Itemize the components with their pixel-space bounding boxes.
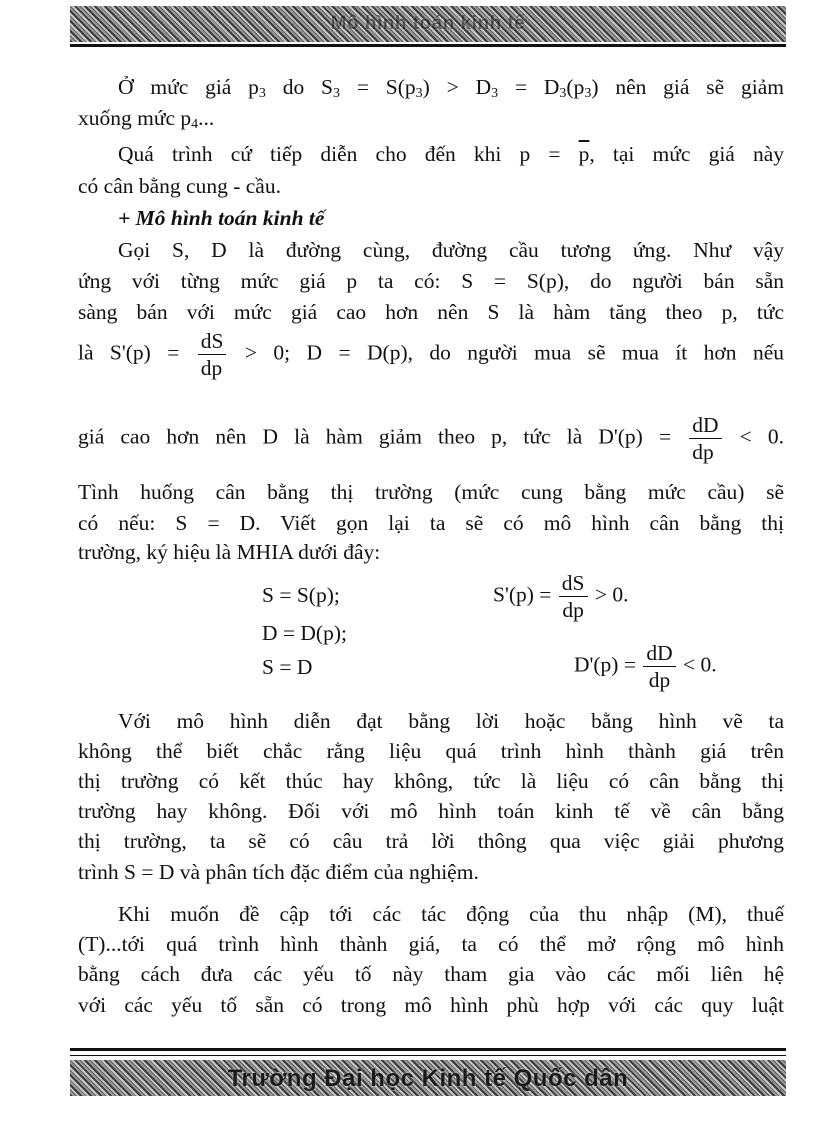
para5-line4: với các yếu tố sẵn có trong mô hình phù hợp với các quy luật xyxy=(78,993,784,1017)
para1-line1: Ở mức giá $p_3$ do $S_3 = S(p_3) > D_3 = D_3(p_3)$ nên giá sẽ giảm xyxy=(118,75,784,101)
para3-line1: Gọi S, D là đường cùng, đường cầu tương ứng. Như vậy xyxy=(118,238,784,262)
para4-line6: trình S = D và phân tích đặc điểm của nghiệm. xyxy=(78,860,479,884)
header-rule xyxy=(70,44,786,47)
para5-line1: Khi muốn đề cập tới các tác động của thu nhập (M), thuế xyxy=(118,902,784,926)
para4-line4: trường hay không. Đối với mô hình toán kinh tế về cân bằng xyxy=(78,799,784,823)
para1-line2: xuống mức $p_4$... xyxy=(78,106,215,132)
footer-rule-thin xyxy=(70,1055,786,1056)
para3-line5: giá cao hơn nên D là hàm giảm theo p, tức là D'(p) = $\frac{dD}{dp}$ < 0. xyxy=(78,413,784,464)
para3-line6: Tình huống cân bằng thị trường (mức cung bằng mức cầu) sẽ xyxy=(78,480,784,504)
para4-line5: thị trường, ta sẽ có câu trả lời thông qua việc giải phương xyxy=(78,829,784,853)
para3-line4: là S'(p) = $\frac{dS}{dp}$ > 0; D = D(p), do người mua sẽ mua ít hơn nếu xyxy=(78,329,784,380)
para5-line2: (T)...tới quá trình hình thành giá, ta có thể mở rộng mô hình xyxy=(78,932,784,956)
footer-rule xyxy=(70,1048,786,1051)
header-band xyxy=(70,6,786,42)
running-title: Mô hình toán kinh tế xyxy=(330,13,526,34)
model-cond-supply: S'(p) = $\frac{dS}{dp}$ > 0. xyxy=(493,571,629,622)
para2-line2: có cân bằng cung - cầu. xyxy=(78,174,281,198)
fraction-dD-dp: $\frac{dD}{dp}$ xyxy=(689,412,721,465)
model-eq-demand: D = D(p); xyxy=(262,621,347,645)
para5-line3: bằng cách đưa các yếu tố này tham gia vào các mối liên hệ xyxy=(78,962,784,986)
model-eq-supply: S = S(p); xyxy=(262,583,340,607)
fraction-dS-dp: $\frac{dS}{dp}$ xyxy=(198,328,227,381)
footer-band xyxy=(70,1060,786,1096)
para4-line2: không thể biết chắc rằng liệu quá trình hình thành giá trên xyxy=(78,739,784,763)
para2-line1: Quá trình cứ tiếp diễn cho đến khi $p = \overline{p}$, tại mức giá này xyxy=(118,142,785,166)
model-cond-demand: D'(p) = $\frac{dD}{dp}$ < 0. xyxy=(574,641,717,692)
para3-line7: có nếu: S = D. Viết gọn lại ta sẽ có mô hình cân bằng thị xyxy=(78,511,784,535)
para4-line3: thị trường có kết thúc hay không, tức là liệu có cân bằng thị xyxy=(78,769,784,793)
para4-line1: Với mô hình diễn đạt bằng lời hoặc bằng hình vẽ ta xyxy=(118,709,784,733)
model-eq-equilibrium: S = D xyxy=(262,655,313,679)
para3-line3: sàng bán với mức giá cao hơn nên S là hàm tăng theo p, tức xyxy=(78,300,784,324)
publisher-name: Trường Đại học Kinh tế Quốc dân xyxy=(227,1065,629,1092)
para3-line8: trường, ký hiệu là MHIA dưới đây: xyxy=(78,540,381,564)
subheading: + Mô hình toán kinh tế xyxy=(118,206,325,230)
para3-line2: ứng với từng mức giá p ta có: S = S(p), do người bán sẵn xyxy=(78,269,784,293)
